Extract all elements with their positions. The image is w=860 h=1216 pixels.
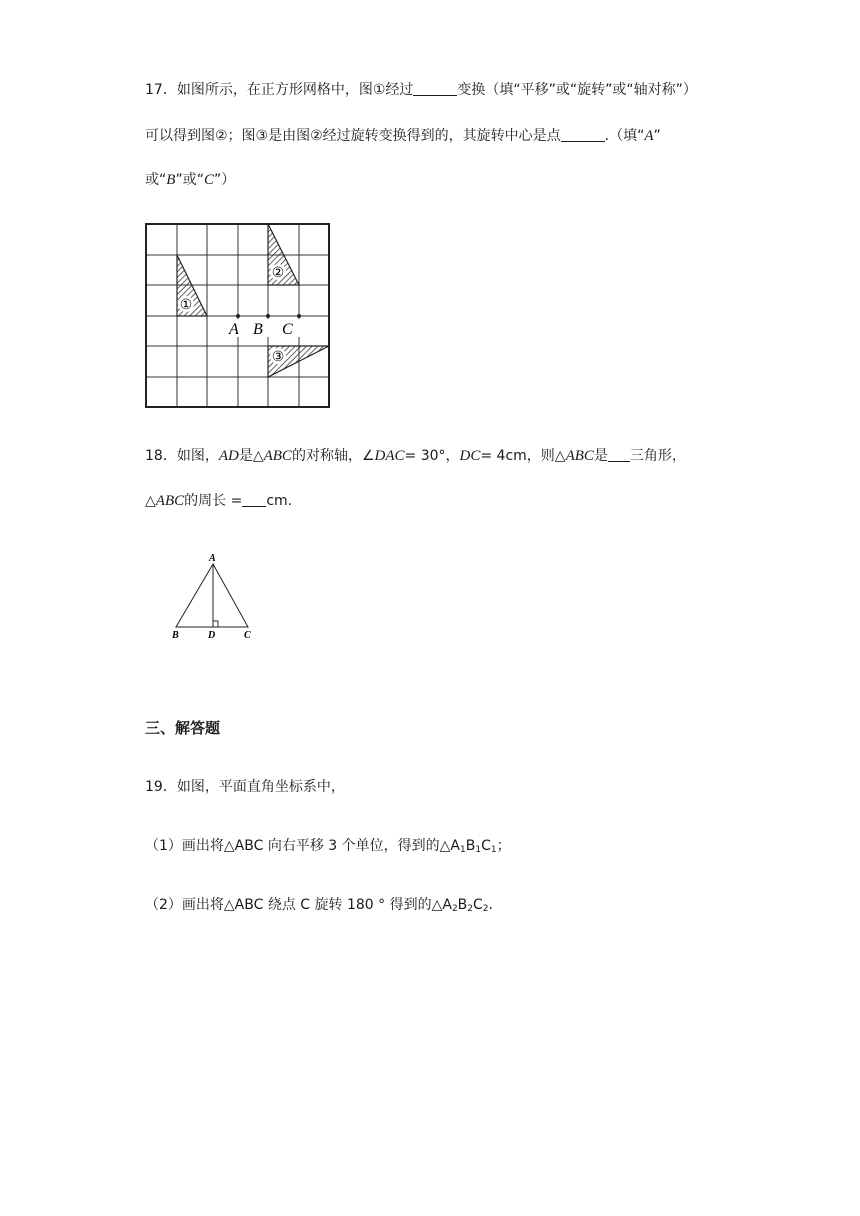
- vertex-c-label: C: [244, 630, 251, 641]
- q18-blank1: [608, 447, 630, 462]
- q18-line1: 18．如图，AD是△ABC的对称轴，∠DAC= 30°，DC= 4cm，则△ABC是 三角形，: [145, 448, 686, 464]
- vertex-b-label: B: [172, 630, 179, 641]
- q17-line3: 或“B”或“C”）: [145, 172, 236, 188]
- point-b-dot: [266, 314, 270, 318]
- shape-1-label: ①: [179, 298, 193, 313]
- q17-blank1: [413, 81, 457, 96]
- point-a-label: A: [229, 321, 239, 338]
- vertex-d-label: D: [208, 630, 216, 641]
- point-a-dot: [236, 314, 240, 318]
- shape-2-label: ②: [271, 266, 285, 281]
- right-angle-mark: [213, 621, 218, 627]
- q17-line2: 可以得到图②；图③是由图②经过旋转变换得到的，其旋转中心是点 .（填“A”: [145, 128, 661, 144]
- point-b-label: B: [253, 321, 263, 338]
- q17-line1: 17．如图所示，在正方形网格中，图①经过 变换（填“平移”或“旋转”或“轴对称”）: [145, 82, 697, 98]
- shape-3-label: ③: [271, 350, 285, 365]
- q17-grid-figure: [140, 218, 336, 414]
- point-c-dot: [297, 314, 301, 318]
- q17-blank2: [561, 127, 605, 142]
- q19-part2: （2）画出将△ABC 绕点 C 旋转 180 ° 得到的$\triangle A_2B_2C_2$.: [145, 897, 493, 914]
- q19-part1: （1）画出将△ABC 向右平移 3 个单位，得到的$\triangle A_1B_1C_1$；: [145, 838, 511, 855]
- q18-line2: △ABC的周长 = cm.: [145, 493, 293, 509]
- vertex-a-label: A: [209, 553, 216, 564]
- triangle-abc: [176, 564, 248, 627]
- q18-triangle-figure: [166, 550, 266, 642]
- point-c-label: C: [282, 321, 293, 338]
- section-3-title: 三、解答题: [145, 719, 221, 737]
- q18-blank2: [242, 492, 266, 507]
- q19-stem: 19．如图，平面直角坐标系中，: [145, 779, 345, 795]
